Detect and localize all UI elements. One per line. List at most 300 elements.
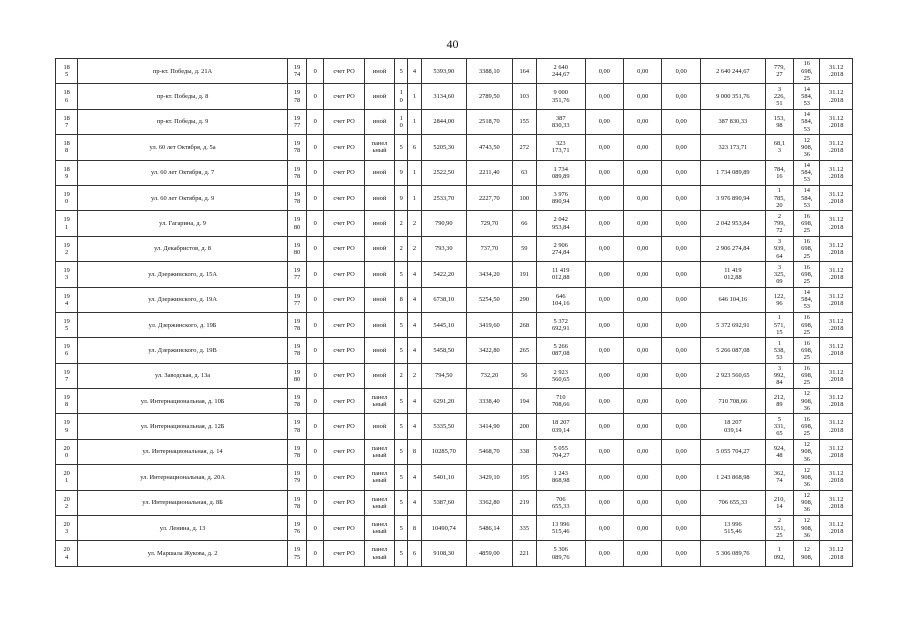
table-body <box>56 59 853 567</box>
cell-regional-funds: 0,00 <box>624 363 662 388</box>
cell-unit-cost: 1 538, 53 <box>765 338 793 363</box>
cell-year-built: 19 77 <box>287 109 306 134</box>
cell-fund-account: счет РО <box>324 262 365 287</box>
cell-year-built: 19 78 <box>287 185 306 210</box>
cell-floors: 2 <box>395 363 408 388</box>
cell-address: ул. Дзержинского, д. 19В <box>78 338 288 363</box>
cell-max-unit-cost: 16 698, 25 <box>794 236 820 261</box>
cell-total-cost: 1 734 089,89 <box>536 160 585 185</box>
cell-floors: 5 <box>395 516 408 541</box>
cell-residents: 272 <box>512 135 536 160</box>
cell-federal-funds: 0,00 <box>585 363 623 388</box>
cell-fund-account: счет РО <box>324 135 365 160</box>
cell-row-index: 19 9 <box>56 414 78 439</box>
cell-year-commissioned: 0 <box>307 135 324 160</box>
cell-local-funds: 0,00 <box>662 109 700 134</box>
cell-floors: 5 <box>395 465 408 490</box>
cell-local-funds: 0,00 <box>662 135 700 160</box>
cell-wall-material: иной <box>364 211 394 236</box>
cell-row-index: 19 8 <box>56 389 78 414</box>
cell-federal-funds: 0,00 <box>585 465 623 490</box>
cell-row-index: 18 5 <box>56 59 78 84</box>
cell-living-area: 5468,70 <box>467 439 513 464</box>
cell-floors: 8 <box>395 287 408 312</box>
cell-address: ул. Гагарина, д. 9 <box>78 211 288 236</box>
cell-living-area: 732,20 <box>467 363 513 388</box>
cell-planned-date: 31.12 .2018 <box>820 541 853 566</box>
table-row <box>56 135 853 160</box>
cell-year-commissioned: 0 <box>307 59 324 84</box>
cell-max-unit-cost: 12 908, 36 <box>794 516 820 541</box>
table-row <box>56 262 853 287</box>
cell-fund-account: счет РО <box>324 490 365 515</box>
cell-total-area: 5401,10 <box>421 465 467 490</box>
cell-total-cost: 5 306 089,76 <box>536 541 585 566</box>
cell-max-unit-cost: 12 908, 36 <box>794 465 820 490</box>
cell-max-unit-cost: 14 584, 53 <box>794 185 820 210</box>
cell-total-cost: 18 207 039,14 <box>536 414 585 439</box>
cell-unit-cost: 2 551, 25 <box>765 516 793 541</box>
cell-planned-date: 31.12 .2018 <box>820 185 853 210</box>
cell-fund-account: счет РО <box>324 516 365 541</box>
cell-total-area: 2533,70 <box>421 185 467 210</box>
cell-living-area: 3338,40 <box>467 389 513 414</box>
cell-entrances: 4 <box>408 490 421 515</box>
cell-fund-account: счет РО <box>324 439 365 464</box>
cell-max-unit-cost: 14 584, 53 <box>794 84 820 109</box>
cell-residents: 195 <box>512 465 536 490</box>
cell-living-area: 4859,00 <box>467 541 513 566</box>
cell-residents: 221 <box>512 541 536 566</box>
cell-max-unit-cost: 16 698, 25 <box>794 211 820 236</box>
cell-local-funds: 0,00 <box>662 541 700 566</box>
cell-wall-material: панел ьный <box>364 465 394 490</box>
cell-owner-funds: 646 104,16 <box>700 287 765 312</box>
cell-year-built: 19 76 <box>287 516 306 541</box>
cell-local-funds: 0,00 <box>662 262 700 287</box>
cell-wall-material: иной <box>364 262 394 287</box>
cell-residents: 56 <box>512 363 536 388</box>
cell-address: ул. Ленина, д. 13 <box>78 516 288 541</box>
cell-entrances: 4 <box>408 312 421 337</box>
cell-address: ул. Дзержинского, д. 15А <box>78 262 288 287</box>
cell-owner-funds: 1 243 868,98 <box>700 465 765 490</box>
cell-year-built: 19 74 <box>287 59 306 84</box>
cell-living-area: 2789,50 <box>467 84 513 109</box>
cell-regional-funds: 0,00 <box>624 439 662 464</box>
cell-year-commissioned: 0 <box>307 389 324 414</box>
cell-federal-funds: 0,00 <box>585 389 623 414</box>
cell-local-funds: 0,00 <box>662 363 700 388</box>
cell-max-unit-cost: 16 698, 25 <box>794 262 820 287</box>
cell-wall-material: иной <box>364 109 394 134</box>
cell-total-area: 793,30 <box>421 236 467 261</box>
cell-total-cost: 646 104,16 <box>536 287 585 312</box>
cell-entrances: 1 <box>408 84 421 109</box>
cell-year-commissioned: 0 <box>307 338 324 363</box>
cell-planned-date: 31.12 .2018 <box>820 84 853 109</box>
cell-row-index: 20 2 <box>56 490 78 515</box>
table-row <box>56 109 853 134</box>
table-row <box>56 84 853 109</box>
cell-residents: 155 <box>512 109 536 134</box>
cell-year-built: 19 78 <box>287 439 306 464</box>
cell-address: ул. Декабристов, д. 8 <box>78 236 288 261</box>
cell-year-commissioned: 0 <box>307 109 324 134</box>
table-row <box>56 312 853 337</box>
cell-local-funds: 0,00 <box>662 465 700 490</box>
cell-federal-funds: 0,00 <box>585 262 623 287</box>
cell-max-unit-cost: 16 698, 25 <box>794 312 820 337</box>
cell-wall-material: иной <box>364 363 394 388</box>
cell-row-index: 19 3 <box>56 262 78 287</box>
table-row <box>56 287 853 312</box>
cell-unit-cost: 924, 48 <box>765 439 793 464</box>
cell-wall-material: панел ьный <box>364 490 394 515</box>
cell-wall-material: иной <box>364 312 394 337</box>
cell-total-area: 6291,20 <box>421 389 467 414</box>
cell-year-built: 19 78 <box>287 338 306 363</box>
cell-total-cost: 387 830,33 <box>536 109 585 134</box>
cell-unit-cost: 2 799, 72 <box>765 211 793 236</box>
cell-total-area: 5393,90 <box>421 59 467 84</box>
cell-total-cost: 3 976 890,94 <box>536 185 585 210</box>
cell-planned-date: 31.12 .2018 <box>820 109 853 134</box>
cell-max-unit-cost: 12 908, <box>794 541 820 566</box>
cell-year-built: 19 80 <box>287 236 306 261</box>
cell-floors: 5 <box>395 338 408 363</box>
cell-residents: 59 <box>512 236 536 261</box>
cell-fund-account: счет РО <box>324 211 365 236</box>
cell-local-funds: 0,00 <box>662 490 700 515</box>
cell-row-index: 20 4 <box>56 541 78 566</box>
cell-wall-material: панел ьный <box>364 389 394 414</box>
cell-total-area: 10285,70 <box>421 439 467 464</box>
cell-residents: 164 <box>512 59 536 84</box>
cell-max-unit-cost: 16 698, 25 <box>794 59 820 84</box>
table-row <box>56 338 853 363</box>
cell-wall-material: иной <box>364 287 394 312</box>
cell-wall-material: панел ьный <box>364 541 394 566</box>
cell-row-index: 19 1 <box>56 211 78 236</box>
cell-fund-account: счет РО <box>324 363 365 388</box>
cell-local-funds: 0,00 <box>662 59 700 84</box>
cell-local-funds: 0,00 <box>662 160 700 185</box>
cell-wall-material: иной <box>364 84 394 109</box>
cell-address: ул. 60 лет Октября, д. 5а <box>78 135 288 160</box>
cell-entrances: 4 <box>408 414 421 439</box>
cell-fund-account: счет РО <box>324 185 365 210</box>
table-row <box>56 439 853 464</box>
cell-row-index: 19 5 <box>56 312 78 337</box>
cell-year-built: 19 78 <box>287 84 306 109</box>
cell-entrances: 2 <box>408 236 421 261</box>
cell-address: пр-кт. Победы, д. 21А <box>78 59 288 84</box>
cell-wall-material: иной <box>364 414 394 439</box>
cell-year-commissioned: 0 <box>307 363 324 388</box>
cell-row-index: 19 4 <box>56 287 78 312</box>
cell-row-index: 19 0 <box>56 185 78 210</box>
cell-planned-date: 31.12 .2018 <box>820 414 853 439</box>
cell-fund-account: счет РО <box>324 465 365 490</box>
cell-local-funds: 0,00 <box>662 84 700 109</box>
cell-living-area: 4743,50 <box>467 135 513 160</box>
cell-unit-cost: 779, 27 <box>765 59 793 84</box>
cell-unit-cost: 1 785, 20 <box>765 185 793 210</box>
cell-regional-funds: 0,00 <box>624 490 662 515</box>
cell-address: пр-кт. Победы, д. 9 <box>78 109 288 134</box>
cell-regional-funds: 0,00 <box>624 516 662 541</box>
cell-residents: 290 <box>512 287 536 312</box>
cell-fund-account: счет РО <box>324 541 365 566</box>
cell-total-area: 5387,60 <box>421 490 467 515</box>
cell-living-area: 737,70 <box>467 236 513 261</box>
cell-entrances: 1 <box>408 160 421 185</box>
cell-total-area: 5205,30 <box>421 135 467 160</box>
cell-local-funds: 0,00 <box>662 185 700 210</box>
cell-regional-funds: 0,00 <box>624 465 662 490</box>
cell-floors: 5 <box>395 414 408 439</box>
cell-year-commissioned: 0 <box>307 541 324 566</box>
cell-unit-cost: 212, 89 <box>765 389 793 414</box>
cell-regional-funds: 0,00 <box>624 287 662 312</box>
cell-total-area: 5335,50 <box>421 414 467 439</box>
cell-year-commissioned: 0 <box>307 490 324 515</box>
cell-entrances: 8 <box>408 439 421 464</box>
cell-max-unit-cost: 16 698, 25 <box>794 338 820 363</box>
cell-floors: 1 0 <box>395 109 408 134</box>
cell-address: ул. Интернациональная, д. 12Б <box>78 414 288 439</box>
cell-entrances: 4 <box>408 262 421 287</box>
cell-owner-funds: 710 708,66 <box>700 389 765 414</box>
cell-local-funds: 0,00 <box>662 516 700 541</box>
cell-year-commissioned: 0 <box>307 160 324 185</box>
cell-floors: 1 0 <box>395 84 408 109</box>
cell-local-funds: 0,00 <box>662 439 700 464</box>
cell-total-area: 3134,60 <box>421 84 467 109</box>
cell-unit-cost: 3 325, 09 <box>765 262 793 287</box>
cell-total-cost: 323 173,71 <box>536 135 585 160</box>
table-row <box>56 363 853 388</box>
cell-total-cost: 5 372 692,91 <box>536 312 585 337</box>
cell-living-area: 5254,50 <box>467 287 513 312</box>
cell-planned-date: 31.12 .2018 <box>820 262 853 287</box>
cell-year-commissioned: 0 <box>307 312 324 337</box>
cell-address: ул. Дзержинского, д. 19Б <box>78 312 288 337</box>
cell-residents: 219 <box>512 490 536 515</box>
cell-entrances: 2 <box>408 363 421 388</box>
table-row <box>56 185 853 210</box>
cell-local-funds: 0,00 <box>662 211 700 236</box>
cell-residents: 200 <box>512 414 536 439</box>
cell-regional-funds: 0,00 <box>624 211 662 236</box>
cell-regional-funds: 0,00 <box>624 338 662 363</box>
cell-living-area: 5486,14 <box>467 516 513 541</box>
cell-owner-funds: 2 640 244,67 <box>700 59 765 84</box>
cell-total-area: 2522,50 <box>421 160 467 185</box>
cell-planned-date: 31.12 .2018 <box>820 338 853 363</box>
cell-living-area: 3429,10 <box>467 465 513 490</box>
cell-total-cost: 710 708,66 <box>536 389 585 414</box>
cell-planned-date: 31.12 .2018 <box>820 135 853 160</box>
cell-total-cost: 2 042 953,84 <box>536 211 585 236</box>
cell-planned-date: 31.12 .2018 <box>820 236 853 261</box>
cell-entrances: 4 <box>408 287 421 312</box>
cell-federal-funds: 0,00 <box>585 490 623 515</box>
cell-total-cost: 11 419 012,88 <box>536 262 585 287</box>
cell-year-commissioned: 0 <box>307 236 324 261</box>
cell-wall-material: панел ьный <box>364 516 394 541</box>
cell-address: пр-кт. Победы, д. 8 <box>78 84 288 109</box>
cell-entrances: 1 <box>408 185 421 210</box>
cell-wall-material: панел ьный <box>364 135 394 160</box>
cell-row-index: 20 3 <box>56 516 78 541</box>
cell-max-unit-cost: 12 908, 36 <box>794 135 820 160</box>
cell-row-index: 18 9 <box>56 160 78 185</box>
cell-year-built: 19 79 <box>287 465 306 490</box>
cell-row-index: 18 6 <box>56 84 78 109</box>
cell-total-cost: 13 996 515,46 <box>536 516 585 541</box>
cell-year-built: 19 80 <box>287 363 306 388</box>
cell-fund-account: счет РО <box>324 414 365 439</box>
cell-wall-material: иной <box>364 236 394 261</box>
cell-federal-funds: 0,00 <box>585 312 623 337</box>
cell-residents: 100 <box>512 185 536 210</box>
table-row <box>56 414 853 439</box>
cell-year-commissioned: 0 <box>307 414 324 439</box>
cell-living-area: 2211,40 <box>467 160 513 185</box>
cell-total-area: 5445,10 <box>421 312 467 337</box>
cell-floors: 5 <box>395 135 408 160</box>
cell-regional-funds: 0,00 <box>624 59 662 84</box>
cell-year-built: 19 78 <box>287 490 306 515</box>
cell-floors: 5 <box>395 389 408 414</box>
cell-residents: 338 <box>512 439 536 464</box>
cell-total-cost: 1 243 868,98 <box>536 465 585 490</box>
cell-max-unit-cost: 12 908, 36 <box>794 389 820 414</box>
cell-regional-funds: 0,00 <box>624 262 662 287</box>
cell-federal-funds: 0,00 <box>585 84 623 109</box>
cell-row-index: 20 1 <box>56 465 78 490</box>
cell-year-built: 19 77 <box>287 262 306 287</box>
cell-total-area: 5458,50 <box>421 338 467 363</box>
cell-year-built: 19 78 <box>287 414 306 439</box>
cell-federal-funds: 0,00 <box>585 516 623 541</box>
cell-unit-cost: 1 092, <box>765 541 793 566</box>
table-row <box>56 236 853 261</box>
cell-unit-cost: 784, 16 <box>765 160 793 185</box>
cell-address: ул. 60 лет Октября, д. 9 <box>78 185 288 210</box>
cell-owner-funds: 1 734 089,89 <box>700 160 765 185</box>
cell-unit-cost: 153, 98 <box>765 109 793 134</box>
cell-living-area: 3422,80 <box>467 338 513 363</box>
cell-entrances: 6 <box>408 541 421 566</box>
cell-total-cost: 2 923 560,65 <box>536 363 585 388</box>
cell-federal-funds: 0,00 <box>585 185 623 210</box>
cell-entrances: 2 <box>408 211 421 236</box>
cell-unit-cost: 362, 74 <box>765 465 793 490</box>
cell-owner-funds: 5 372 692,91 <box>700 312 765 337</box>
table-row <box>56 541 853 566</box>
cell-owner-funds: 5 306 089,76 <box>700 541 765 566</box>
cell-living-area: 3419,60 <box>467 312 513 337</box>
cell-fund-account: счет РО <box>324 160 365 185</box>
cell-row-index: 18 7 <box>56 109 78 134</box>
cell-unit-cost: 5 331, 65 <box>765 414 793 439</box>
cell-regional-funds: 0,00 <box>624 389 662 414</box>
cell-floors: 2 <box>395 211 408 236</box>
cell-regional-funds: 0,00 <box>624 185 662 210</box>
cell-living-area: 3388,10 <box>467 59 513 84</box>
cell-fund-account: счет РО <box>324 59 365 84</box>
cell-federal-funds: 0,00 <box>585 135 623 160</box>
cell-living-area: 3434,20 <box>467 262 513 287</box>
cell-address: ул. Интернациональная, д. 14 <box>78 439 288 464</box>
cell-year-commissioned: 0 <box>307 185 324 210</box>
cell-owner-funds: 2 042 953,84 <box>700 211 765 236</box>
cell-unit-cost: 1 571, 15 <box>765 312 793 337</box>
cell-federal-funds: 0,00 <box>585 236 623 261</box>
cell-total-area: 10490,74 <box>421 516 467 541</box>
table-row <box>56 211 853 236</box>
cell-year-commissioned: 0 <box>307 516 324 541</box>
cell-federal-funds: 0,00 <box>585 59 623 84</box>
cell-max-unit-cost: 12 908, 36 <box>794 439 820 464</box>
cell-wall-material: иной <box>364 59 394 84</box>
cell-local-funds: 0,00 <box>662 312 700 337</box>
table-row <box>56 490 853 515</box>
cell-federal-funds: 0,00 <box>585 439 623 464</box>
cell-entrances: 6 <box>408 135 421 160</box>
table-row <box>56 160 853 185</box>
cell-year-built: 19 77 <box>287 287 306 312</box>
cell-fund-account: счет РО <box>324 84 365 109</box>
cell-floors: 5 <box>395 262 408 287</box>
cell-federal-funds: 0,00 <box>585 414 623 439</box>
cell-owner-funds: 3 976 890,94 <box>700 185 765 210</box>
cell-fund-account: счет РО <box>324 236 365 261</box>
cell-regional-funds: 0,00 <box>624 541 662 566</box>
cell-wall-material: панел ьный <box>364 439 394 464</box>
cell-row-index: 19 2 <box>56 236 78 261</box>
cell-year-built: 19 78 <box>287 312 306 337</box>
cell-federal-funds: 0,00 <box>585 109 623 134</box>
cell-year-built: 19 78 <box>287 135 306 160</box>
cell-residents: 63 <box>512 160 536 185</box>
cell-planned-date: 31.12 .2018 <box>820 465 853 490</box>
cell-federal-funds: 0,00 <box>585 160 623 185</box>
cell-regional-funds: 0,00 <box>624 414 662 439</box>
cell-address: ул. Дзержинского, д. 19А <box>78 287 288 312</box>
table-row <box>56 516 853 541</box>
cell-residents: 103 <box>512 84 536 109</box>
cell-fund-account: счет РО <box>324 109 365 134</box>
cell-regional-funds: 0,00 <box>624 236 662 261</box>
cell-year-commissioned: 0 <box>307 262 324 287</box>
cell-fund-account: счет РО <box>324 389 365 414</box>
cell-federal-funds: 0,00 <box>585 211 623 236</box>
cell-unit-cost: 3 992, 84 <box>765 363 793 388</box>
housing-registry-table <box>55 58 853 567</box>
cell-planned-date: 31.12 .2018 <box>820 363 853 388</box>
cell-unit-cost: 3 226, 51 <box>765 84 793 109</box>
cell-entrances: 8 <box>408 516 421 541</box>
cell-total-area: 5422,20 <box>421 262 467 287</box>
cell-total-cost: 2 640 244,67 <box>536 59 585 84</box>
cell-entrances: 4 <box>408 465 421 490</box>
cell-living-area: 2227,70 <box>467 185 513 210</box>
cell-address: ул. Маршала Жукова, д. 2 <box>78 541 288 566</box>
